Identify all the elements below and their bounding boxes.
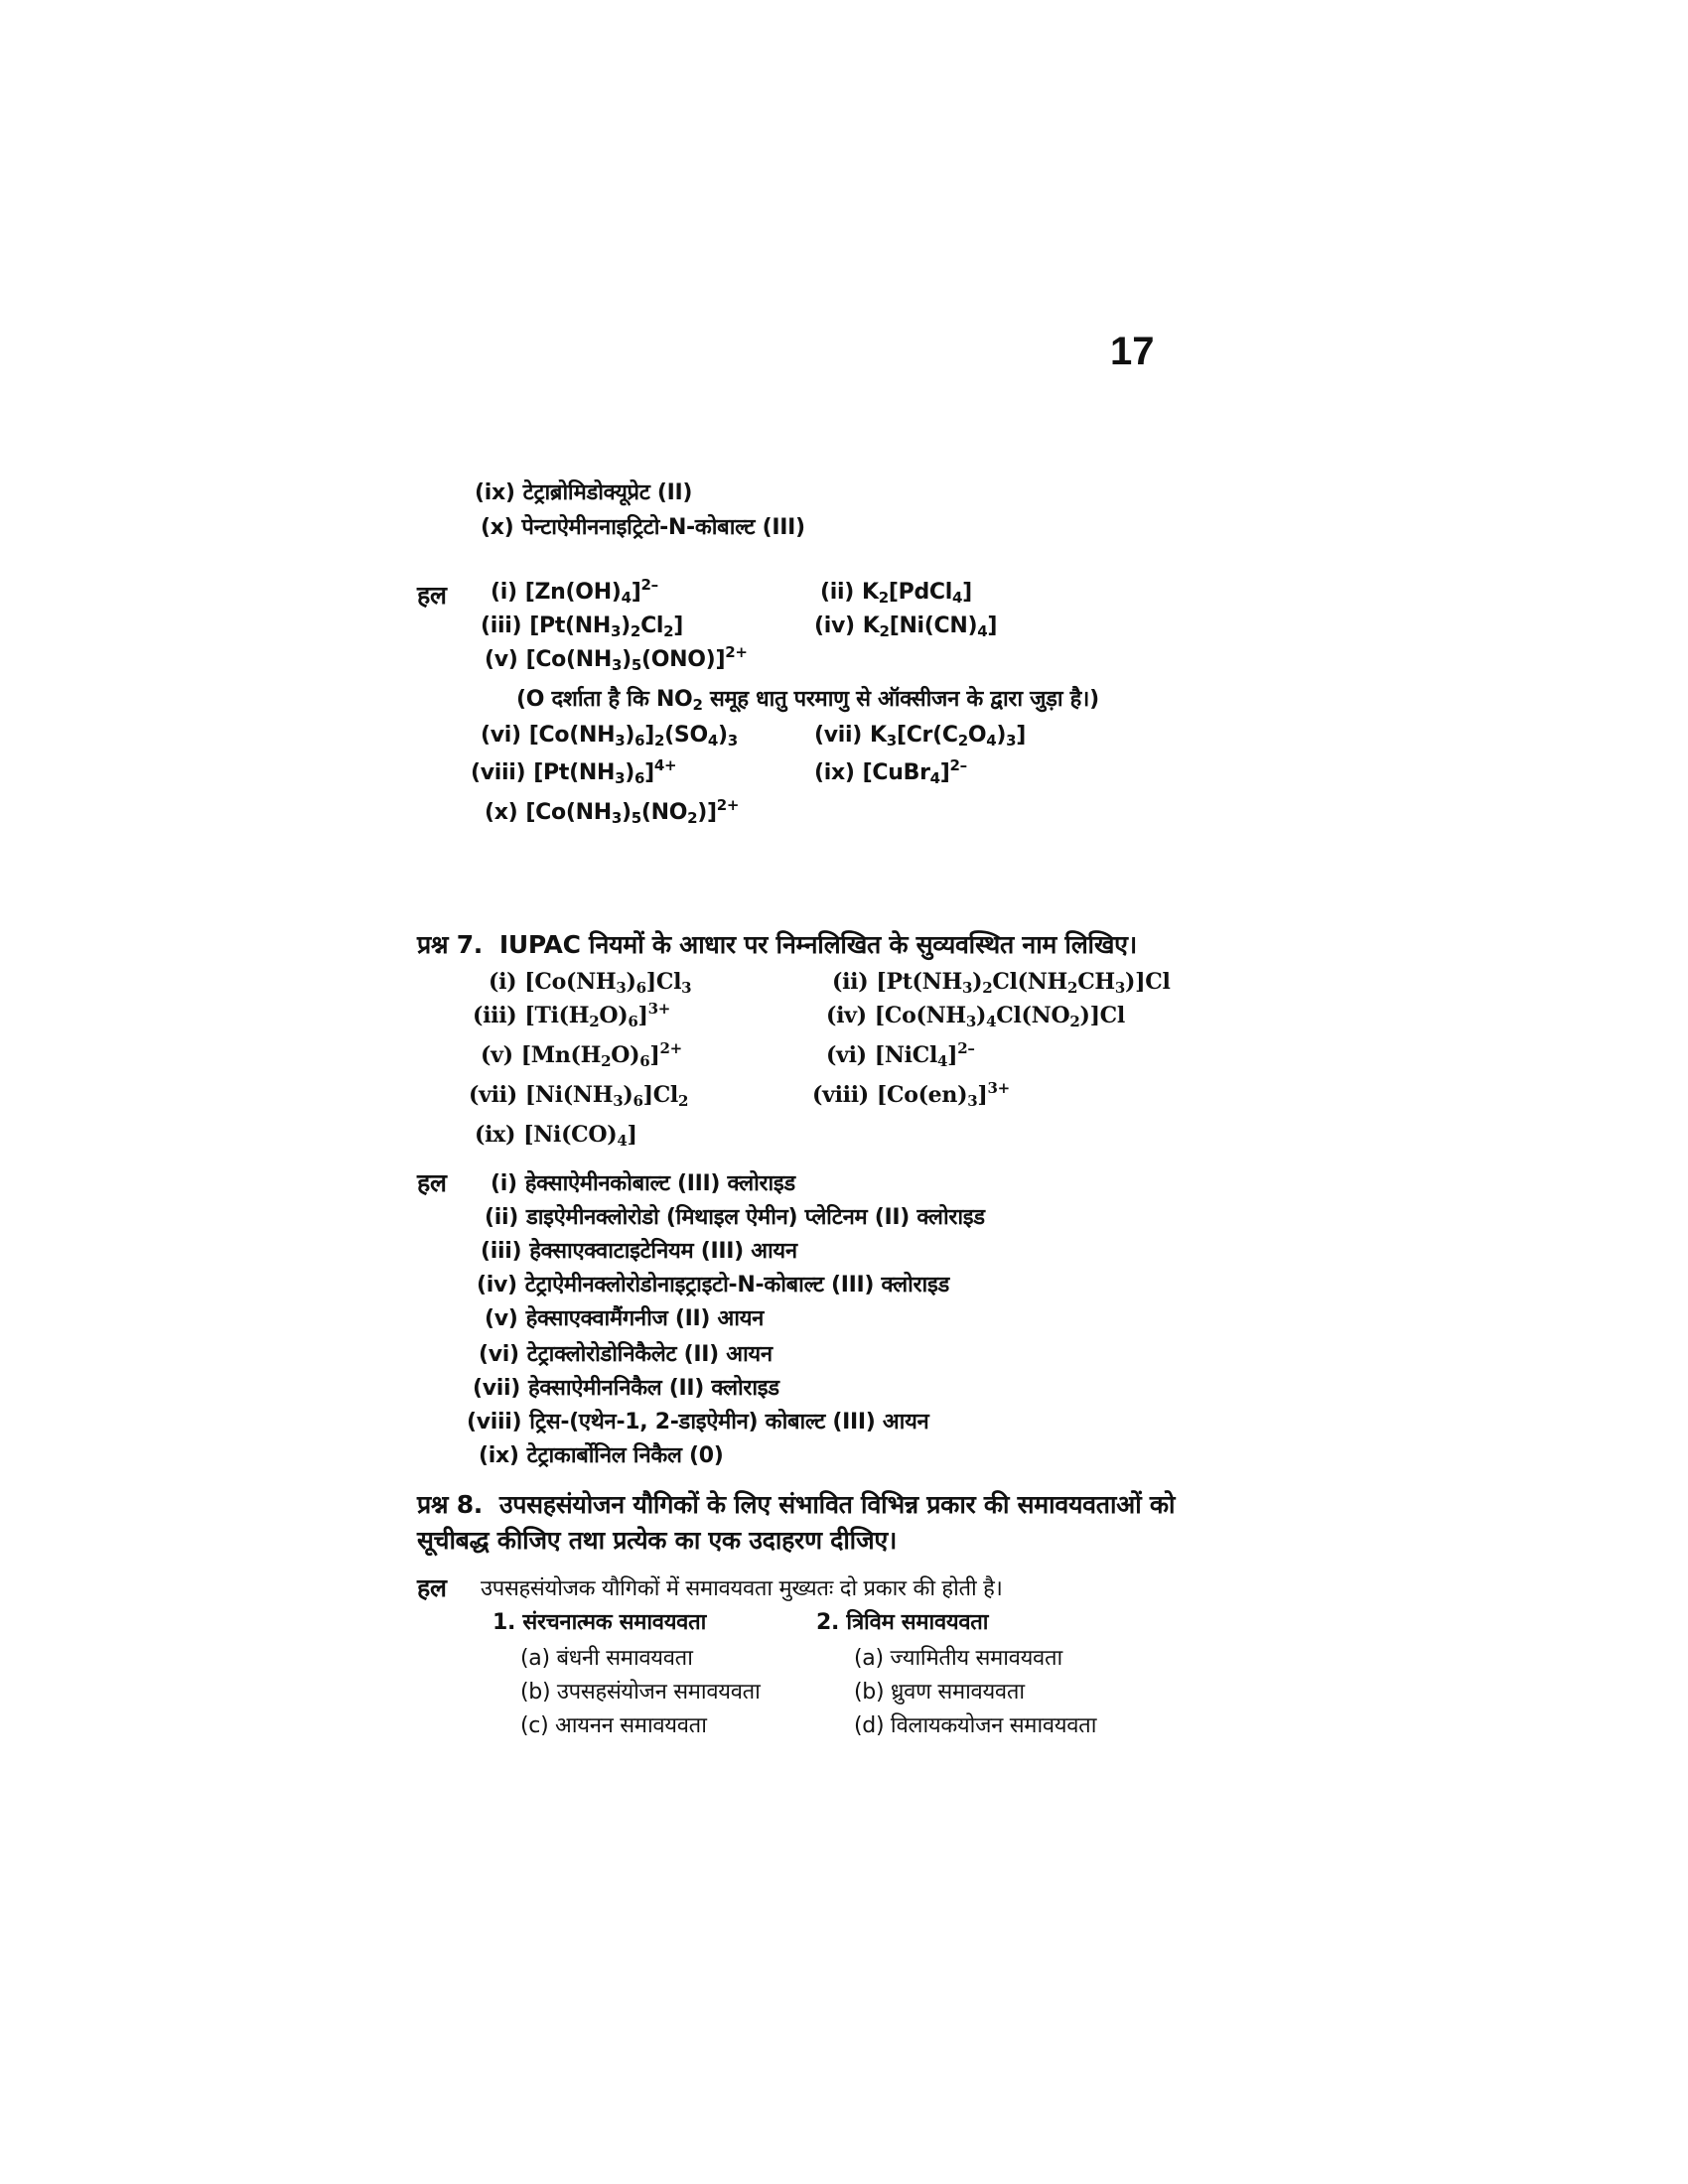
solution-label-8: हल <box>417 1573 447 1602</box>
item-label: (i) <box>491 580 517 605</box>
answer8-col1-item: (c) आयनन समावयवता <box>520 1713 707 1738</box>
formula: $[Pt(NH_3)_6]^{4+}$ <box>533 756 677 787</box>
question-8-line2: सूचीबद्ध कीजिए तथा प्रत्येक का एक उदाहरण दीजिए। <box>417 1526 898 1555</box>
answer6-x <box>485 796 740 827</box>
formula: $K_2[Ni(CN)_4]$ <box>862 614 998 640</box>
answer6-viii <box>471 756 677 787</box>
formula: $[Co(NH_3)_6]_2(SO_4)_3$ <box>528 723 738 750</box>
answer6-iii <box>481 614 683 638</box>
answer6-v <box>485 643 748 674</box>
item-label: (viii) <box>471 760 526 785</box>
q7-item-ix: (ix) $[Ni(CO)_4]$ <box>475 1122 637 1150</box>
formula: $[Zn(OH)_4]^{2-}$ <box>524 576 658 607</box>
question-text: उपसहसंयोजन यौगिकों के लिए संभावित विभिन्न प्रकार की समावयवताओं को <box>498 1490 1176 1519</box>
answer8-col2-item: (a) ज्यामितीय समावयवता <box>854 1646 1062 1671</box>
answer6-note: (O दर्शाता है कि $NO_2$ समूह धातु परमाणु से ऑक्सीजन के द्वारा जुड़ा है।) <box>516 687 1099 714</box>
q7-item-iv: (iv) $[Co(NH_3)_4Cl(NO_2)]Cl$ <box>826 1003 1125 1030</box>
item-label: (ix) <box>814 760 855 785</box>
q7-item-vii: (vii) $[Ni(NH_3)_6]Cl_2$ <box>469 1082 689 1110</box>
carryover-item-x <box>481 511 805 541</box>
q7-item-iii: (iii) $[Ti(H_2O)_6]^{3+}$ <box>473 1000 671 1030</box>
answer6-ix <box>814 756 967 787</box>
answer8-col2-item: (b) ध्रुवण समावयवता <box>854 1680 1025 1705</box>
page-number: 17 <box>1110 330 1155 373</box>
answer7-item: (vi) टेट्राक्लोरोडोनिकैलेट (II) आयन <box>479 1342 773 1367</box>
item-label: (v) <box>485 647 518 672</box>
answer6-vi <box>481 723 738 748</box>
item-label: (vi) <box>481 723 521 748</box>
answer6-i <box>491 576 658 607</box>
answer8-col1-item: (a) बंधनी समावयवता <box>520 1646 693 1671</box>
answer8-col1-item: (b) उपसहसंयोजन समावयवता <box>520 1680 761 1705</box>
answer7-item: (ix) टेट्राकार्बोनिल निकैल (0) <box>479 1443 724 1468</box>
q7-item-i: (i) $[Co(NH_3)_6]Cl_3$ <box>489 969 692 997</box>
answer7-item: (vii) हेक्साऐमीननिकैल (II) क्लोराइड <box>473 1376 779 1401</box>
answer8-col1-title: 1. संरचनात्मक समावयवता <box>492 1610 707 1635</box>
item-label: (x) <box>485 800 518 825</box>
answer7-item: (ii) डाइऐमीनक्लोरोडो (मिथाइल ऐमीन) प्लेटिनम (II) क्लोराइड <box>485 1205 985 1230</box>
carryover-item-ix <box>475 477 692 506</box>
item-label: (iii) <box>481 614 522 638</box>
formula: $[Co(NH_3)_5(ONO)]^{2+}$ <box>525 643 748 674</box>
formula: [CuBr$_4$]$^{2-}$ <box>862 756 967 787</box>
question-text: IUPAC नियमों के आधार पर निम्नलिखित के सुव्यवस्थित नाम लिखिए। <box>498 930 1137 959</box>
q7-item-ii: (ii) $[Pt(NH_3)_2Cl(NH_2CH_3)]Cl$ <box>832 969 1171 997</box>
question-label: प्रश्न 7. <box>417 930 483 959</box>
item-label: (iv) <box>814 614 855 638</box>
q7-item-v: (v) $[Mn(H_2O)_6]^{2+}$ <box>481 1039 682 1070</box>
answer7-item: (iii) हेक्साएक्वाटाइटेनियम (III) आयन <box>481 1239 797 1264</box>
item-label: (vii) <box>814 723 863 748</box>
answer7-item: (v) हेक्साएक्वामैंगनीज (II) आयन <box>485 1306 765 1331</box>
q7-item-viii: (viii) $[Co(en)_3]^{3+}$ <box>812 1079 1010 1110</box>
question-label: प्रश्न 8. <box>417 1490 483 1519</box>
item-label: (x) <box>481 515 514 540</box>
formula: $K_3[Cr(C_2O_4)_3]$ <box>870 723 1027 750</box>
solution-label-7: हल <box>417 1168 447 1197</box>
item-label: (ix) <box>475 480 515 505</box>
answer7-item: (iv) टेट्राऐमीनक्लोरोडोनाइट्राइटो-N-कोबाल्ट (III) क्लोराइड <box>477 1273 949 1297</box>
formula: $K_2[PdCl_4]$ <box>862 580 972 607</box>
q7-item-vi: (vi) [NiCl$_4$]$^{2-}$ <box>826 1039 975 1070</box>
answer6-vii <box>814 723 1026 748</box>
answer8-intro: उपसहसंयोजक यौगिकों में समावयवता मुख्यतः दो प्रकार की होती है। <box>481 1576 1003 1601</box>
answer6-ii <box>820 580 972 605</box>
item-label: (ii) <box>820 580 854 605</box>
question-8 <box>417 1487 1175 1521</box>
answer8-col2-item: (d) विलायकयोजन समावयवता <box>854 1713 1097 1738</box>
item-text: पेन्टाऐमीननाइट्रिटो-N-कोबाल्ट (III) <box>521 515 805 540</box>
formula: $[Co(NH_3)_5(NO_2)]^{2+}$ <box>525 796 740 827</box>
answer6-iv <box>814 614 997 638</box>
formula: $[Pt(NH_3)_2Cl_2]$ <box>529 614 684 640</box>
answer7-item: (i) हेक्साऐमीनकोबाल्ट (III) क्लोराइड <box>491 1171 795 1196</box>
solution-label-6: हल <box>417 581 447 610</box>
item-text: टेट्राब्रोमिडोक्यूप्रेट (II) <box>522 480 693 505</box>
answer7-item: (viii) ट्रिस-(एथेन-1, 2-डाइऐमीन) कोबाल्ट (III) आयन <box>467 1410 929 1434</box>
question-7 <box>417 927 1137 961</box>
answer8-col2-title: 2. त्रिविम समावयवता <box>816 1610 989 1635</box>
